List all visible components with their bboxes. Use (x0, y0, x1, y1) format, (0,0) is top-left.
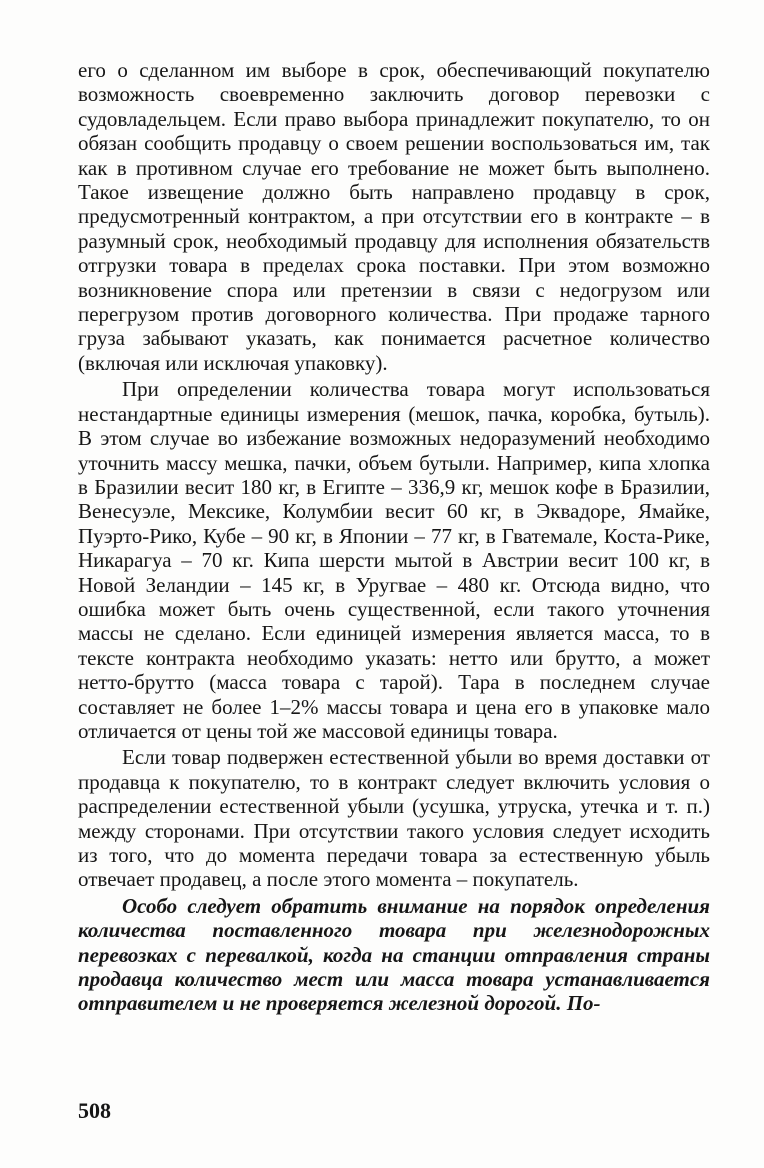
paragraph-1: его о сделанном им выборе в срок, обеспечивающий покупателю возможность своевременно заключить договор перевозки с судовладельцем. Если право выбора принадлежит покупателю, то он обязан сообщить продавцу о своем решении воспользоваться им, так как в противном случае его требование не может быть выполнено. Такое извещение должно быть направлено продавцу в срок, предусмотренный контрактом, а при отсутствии его в контракте – в разумный срок, необходимый продавцу для исполнения обязательств отгрузки товара в пределах срока поставки. При этом возможно возникновение спора или претензии в связи с недогрузом или перегрузом против договорного количества. При продаже тарного груза забывают указать, как понимается расчетное количество (включая или исключая упаковку). (78, 58, 710, 375)
paragraph-4-emphasis: Особо следует обратить внимание на порядок определения количества поставленного товара при железнодорожных перевозках с перевалкой, когда на станции отправления страны продавца количество мест или масса товара устанавливается отправителем и не проверяется железной дорогой. По- (78, 893, 710, 1016)
body-text (78, 58, 710, 1016)
page-number: 508 (78, 1098, 111, 1123)
paragraph-2: При определении количества товара могут использоваться нестандартные единицы измерения (мешок, пачка, коробка, бутыль). В этом случае во избежание возможных недоразумений необходимо уточнить массу мешка, пачки, объем бутыли. Например, кипа хлопка в Бразилии весит 180 кг, в Египте – 336,9 кг, мешок кофе в Бразилии, Венесуэле, Мексике, Колумбии весит 60 кг, в Эквадоре, Ямайке, Пуэрто-Рико, Кубе – 90 кг, в Японии – 77 кг, в Гватемале, Коста-Рике, Никарагуа – 70 кг. Кипа шерсти мытой в Австрии весит 100 кг, в Новой Зеландии – 145 кг, в Уругвае – 480 кг. Отсюда видно, что ошибка может быть очень существенной, если такого уточнения массы не сделано. Если единицей измерения является масса, то в тексте контракта необходимо указать: нетто или брутто, а может нетто-брутто (масса товара с тарой). Тара в последнем случае составляет не более 1–2% массы товара и цена его в упаковке мало отличается от цены той же массовой единицы товара. (78, 377, 710, 743)
paragraph-3: Если товар подвержен естественной убыли во время доставки от продавца к покупателю, то в контракт следует включить условия о распределении естественной убыли (усушка, утруска, утечка и т. п.) между сторонами. При отсутствии такого условия следует исходить из того, что до момента передачи товара за естественную убыль отвечает продавец, а после этого момента – покупатель. (78, 745, 710, 892)
